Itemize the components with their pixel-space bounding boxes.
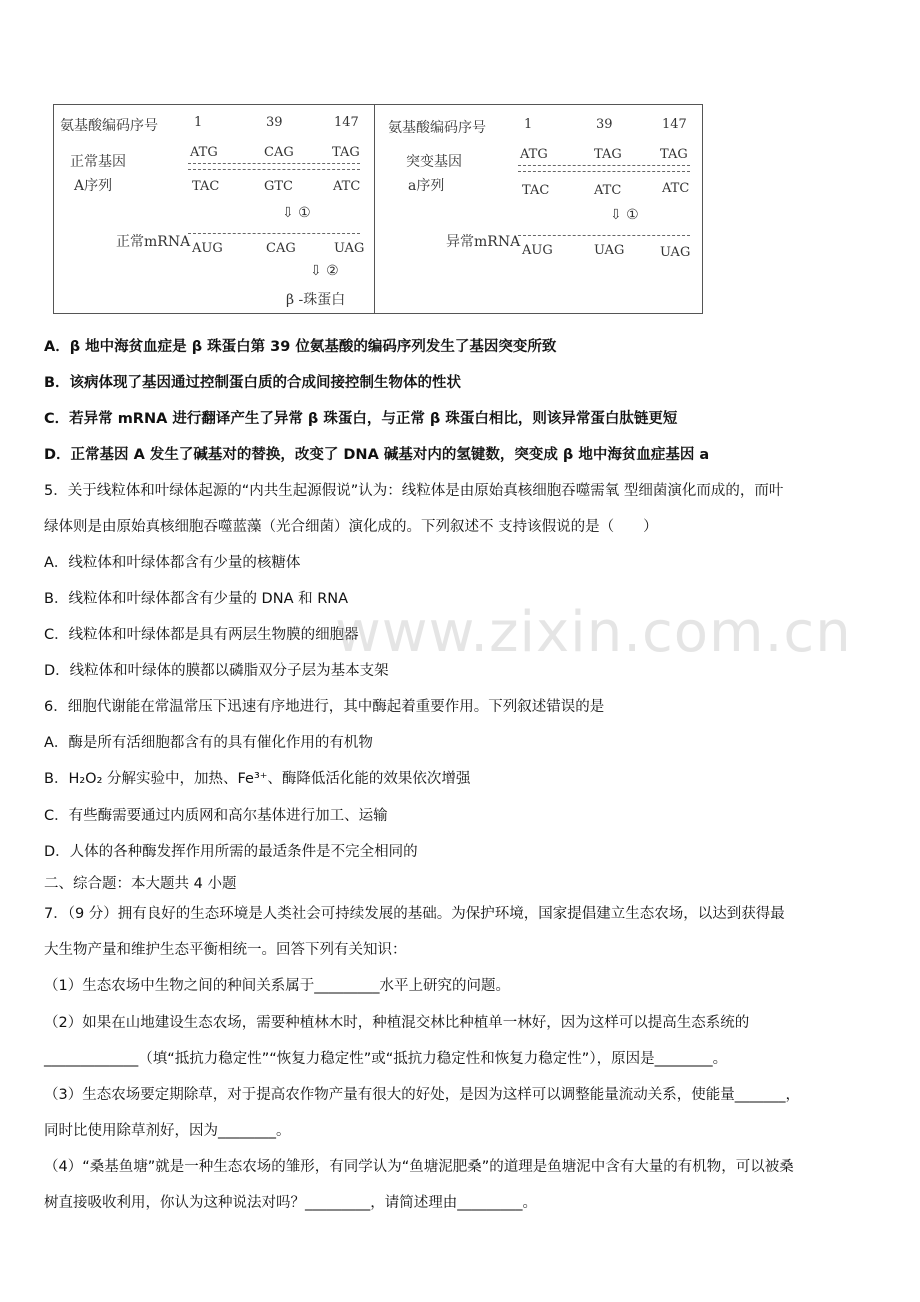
right-transcription-arrow: ⇩ ① [610, 207, 639, 223]
figure-divider [374, 105, 375, 313]
gene-mutation-figure [53, 104, 703, 314]
q7-part-1: （1）生态农场中生物之间的种间关系属于_________水平上研究的问题。 [44, 978, 510, 994]
q4-option-c: C．若异常 mRNA 进行翻译产生了异常 β 珠蛋白，与正常 β 珠蛋白相比，则该异常蛋白肽链更短 [44, 411, 678, 427]
left-top-codon-147: TAG [332, 145, 360, 160]
left-mrna-strand [188, 233, 360, 234]
left-bottom-codon-1: TAC [192, 179, 220, 194]
q7-stem-line-1: 7．（9 分）拥有良好的生态环境是人类社会可持续发展的基础。为保护环境，国家提倡建立生态农场，以达到获得最 [44, 906, 785, 922]
left-protein-label: β -珠蛋白 [286, 292, 346, 308]
right-dna-strand-top [518, 165, 690, 166]
right-top-codon-147: TAG [660, 147, 688, 162]
left-dna-strand-top [188, 163, 360, 164]
left-seq-label: A序列 [74, 178, 113, 194]
left-pos-1: 1 [194, 115, 203, 130]
right-pos-1: 1 [524, 117, 533, 132]
left-top-codon-39: CAG [264, 145, 294, 160]
q7-part-3-line-2: 同时比使用除草剂好，因为________。 [44, 1123, 291, 1139]
q7-part-2-line-2: _____________（填“抵抗力稳定性”“恢复力稳定性”或“抵抗力稳定性和恢复力稳定性”），原因是________。 [44, 1051, 728, 1067]
left-mrna-label: 正常mRNA [116, 234, 191, 250]
q6-option-d: D．人体的各种酶发挥作用所需的最适条件是不完全相同的 [44, 844, 418, 860]
left-gene-label: 正常基因 [70, 154, 126, 170]
right-seq-label: a序列 [408, 178, 445, 194]
left-pos-147: 147 [334, 115, 359, 130]
right-bottom-codon-147: ATC [662, 181, 690, 196]
right-bottom-codon-1: TAC [522, 183, 550, 198]
q6-option-b: B．H₂O₂ 分解实验中，加热、Fe³⁺、酶降低活化能的效果依次增强 [44, 771, 471, 787]
q5-option-a: A．线粒体和叶绿体都含有少量的核糖体 [44, 555, 301, 571]
q7-part-3-line-1: （3）生态农场要定期除草，对于提高农作物产量有很大的好处，是因为这样可以调整能量流动关系，使能量_______， [44, 1087, 800, 1103]
q5-stem-line-2: 绿体则是由原始真核细胞吞噬蓝藻（光合细菌）演化成的。下列叙述不 支持该假说的是（ ） [44, 519, 658, 535]
right-mrna-strand [518, 235, 690, 236]
right-pos-147: 147 [662, 117, 687, 132]
left-mrna-codon-147: UAG [334, 241, 365, 256]
left-mrna-codon-39: CAG [266, 241, 296, 256]
left-dna-strand-bottom [188, 169, 360, 170]
right-mrna-codon-1: AUG [522, 243, 553, 258]
right-mrna-codon-39: UAG [594, 243, 625, 258]
q4-option-a: A．β 地中海贫血症是 β 珠蛋白第 39 位氨基酸的编码序列发生了基因突变所致 [44, 339, 557, 355]
right-mrna-label: 异常mRNA [446, 234, 521, 250]
q7-part-2-line-1: （2）如果在山地建设生态农场，需要种植林木时，种植混交林比种植单一林好，因为这样可以提高生态系统的 [44, 1015, 750, 1031]
left-pos-39: 39 [266, 115, 283, 130]
q4-option-b: B．该病体现了基因通过控制蛋白质的合成间接控制生物体的性状 [44, 375, 462, 391]
section-2-heading: 二、综合题：本大题共 4 小题 [44, 876, 237, 892]
left-bottom-codon-147: ATC [333, 179, 361, 194]
q7-part-4-line-1: （4）“桑基鱼塘”就是一种生态农场的雏形，有同学认为“鱼塘泥肥桑”的道理是鱼塘泥中含有大量的有机物，可以被桑 [44, 1159, 794, 1175]
right-mrna-codon-147: UAG [660, 245, 691, 260]
right-top-codon-39: TAG [594, 147, 622, 162]
q7-stem-line-2: 大生物产量和维护生态平衡相统一。回答下列有关知识： [44, 942, 407, 958]
q4-option-d: D．正常基因 A 发生了碱基对的替换，改变了 DNA 碱基对内的氢键数，突变成 β 地中海贫血症基因 a [44, 447, 710, 463]
right-bottom-codon-39: ATC [594, 183, 622, 198]
left-transcription-arrow: ⇩ ① [282, 205, 311, 221]
q6-stem: 6．细胞代谢能在常温常压下迅速有序地进行，其中酶起着重要作用。下列叙述错误的是 [44, 699, 605, 715]
left-header: 氨基酸编码序号 [60, 118, 158, 134]
q7-part-4-line-2: 树直接吸收利用，你认为这种说法对吗？_________，请简述理由_________。 [44, 1195, 537, 1211]
left-top-codon-1: ATG [190, 145, 218, 160]
left-bottom-codon-39: GTC [264, 179, 294, 194]
q5-option-c: C．线粒体和叶绿体都是具有两层生物膜的细胞器 [44, 627, 359, 643]
left-mrna-codon-1: AUG [192, 241, 223, 256]
right-dna-strand-bottom [518, 171, 690, 172]
right-gene-label: 突变基因 [406, 154, 462, 170]
right-pos-39: 39 [596, 117, 613, 132]
right-header: 氨基酸编码序号 [388, 120, 486, 136]
q5-option-d: D．线粒体和叶绿体的膜都以磷脂双分子层为基本支架 [44, 663, 389, 679]
q6-option-a: A．酶是所有活细胞都含有的具有催化作用的有机物 [44, 735, 373, 751]
left-translation-arrow: ⇩ ② [310, 263, 339, 279]
q6-option-c: C．有些酶需要通过内质网和高尔基体进行加工、运输 [44, 808, 388, 824]
q5-option-b: B．线粒体和叶绿体都含有少量的 DNA 和 RNA [44, 591, 349, 607]
right-top-codon-1: ATG [520, 147, 548, 162]
q5-stem-line-1: 5．关于线粒体和叶绿体起源的“内共生起源假说”认为：线粒体是由原始真核细胞吞噬需氧 型细菌演化而成的，而叶 [44, 483, 784, 499]
watermark: www.zixin.com.cn [335, 600, 852, 665]
